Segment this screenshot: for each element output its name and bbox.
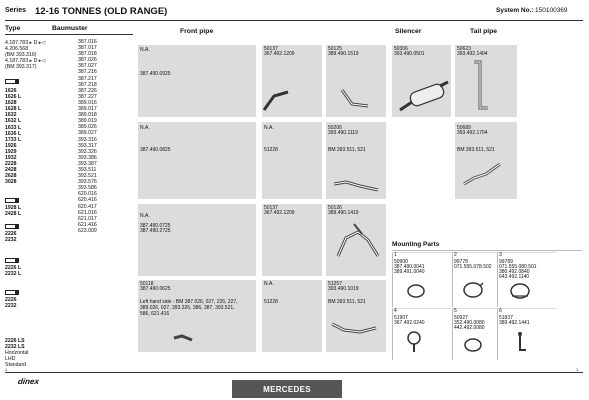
baumuster-item: 623.009 [78, 227, 97, 234]
baumuster-item: 387.026 [78, 57, 97, 64]
mp-ref: 352.490.0080 [454, 320, 485, 326]
baumuster-item: 389.017 [78, 106, 97, 113]
mp-ref: 380.492.0840 [499, 269, 530, 275]
baumuster-item: 387.017 [78, 45, 97, 52]
mp-number: 3 [499, 252, 502, 258]
type-model: 1929 [5, 148, 17, 155]
mp-ref: 442.492.0080 [454, 325, 485, 331]
type-model: 2232 [5, 303, 17, 310]
type-models-2 [5, 205, 21, 217]
baumuster-item: 393.317 [78, 142, 97, 149]
baumuster-item: 393.387 [78, 160, 97, 167]
mp-ref: 367.492.0240 [394, 320, 425, 326]
truck-icon [5, 198, 19, 203]
mp-ref: 071.555.078.502 [454, 264, 492, 270]
part-ref: 389.490.1519 [328, 51, 359, 57]
baumuster-item: 393.521 [78, 173, 97, 180]
part-note: 389.026, 027, 393.326, 386, 387, 393.521, [140, 305, 235, 311]
mounting-rule [392, 250, 582, 251]
type-models-4 [5, 265, 21, 277]
page-number-left: 1 [5, 367, 8, 372]
part-number: N.A. [264, 125, 274, 131]
baumuster-item: 387.016 [78, 39, 97, 45]
pipe-drawing-2 [338, 84, 372, 114]
part-number: 50125 [328, 46, 342, 52]
part-ref: 387.490.0825 [140, 147, 171, 153]
tail-pipe-drawing [466, 58, 496, 114]
part-note: Left hand side - BM 387.026, 027, 226, 227, [140, 299, 238, 305]
type-note: Standard [5, 362, 27, 369]
type-note: LHD [5, 356, 16, 363]
type-model: 2428 [5, 167, 17, 174]
type-model: 1636 L [5, 130, 22, 137]
part-bm: BM 393.511, 521 [457, 147, 495, 153]
type-model: 2232 LS [5, 344, 25, 351]
hanger-icon [512, 330, 532, 354]
type-line: 4.187.783 ▸ D ▸◁ [5, 40, 46, 46]
truck-icon [5, 290, 19, 295]
type-model: 1632 [5, 112, 17, 119]
type-model: 1633 L [5, 124, 22, 131]
baumuster-item: 387.227 [78, 93, 97, 100]
baumuster-item: 387.027 [78, 63, 97, 70]
cell-front-pipe-3 [138, 204, 256, 276]
type-model: 2226 [5, 297, 17, 303]
part-ref: 387.490.0925 [140, 71, 171, 77]
footer-rule [5, 372, 583, 373]
part-ref: 393.492.1704 [457, 130, 488, 136]
part-ref: 367.492.1209 [264, 51, 295, 57]
type-model: 2232 L [5, 271, 22, 278]
type-model: 3028 [5, 179, 17, 186]
mp-number: 5 [454, 308, 457, 314]
baumuster-list [78, 39, 97, 234]
clamp-icon [462, 281, 484, 299]
clamp-icon [508, 282, 532, 300]
truck-icon [5, 224, 19, 229]
part-ref: 393.490.0501 [394, 51, 425, 57]
side-note [0, 33, 1, 133]
type-header: Type [5, 25, 21, 32]
type-model: 1926 [5, 142, 17, 149]
baumuster-item: 621.416 [78, 221, 97, 228]
mp-ref: 387.490.0041 [394, 264, 425, 270]
part-bm: BM 393.511, 521 [328, 299, 366, 305]
type-model: 1733 L [5, 136, 22, 143]
cell-front-pipe-2 [138, 122, 256, 199]
baumuster-item: 389.018 [78, 112, 97, 119]
baumuster-item: 389.026 [78, 124, 97, 131]
system-label: System No.: [496, 7, 534, 14]
part-number: N.A. [264, 281, 274, 287]
type-model: 1928 L [5, 205, 22, 211]
mounting-title: Mounting Parts [392, 241, 440, 248]
silencer-header: Silencer [395, 28, 422, 35]
part-note: 586, 621.416 [140, 311, 170, 317]
type-model: 2226 L [5, 265, 22, 271]
type-line: (BM 393.316) [5, 52, 37, 59]
mp-number: 1 [394, 252, 397, 258]
truck-icon [5, 258, 19, 263]
clamp-icon [406, 283, 426, 299]
mp-number: 2 [454, 252, 457, 258]
mp-ref: 389.492.1441 [499, 320, 530, 326]
baumuster-item: 621.017 [78, 215, 97, 222]
baumuster-item: 387.217 [78, 75, 97, 82]
type-model: 2428 L [5, 211, 22, 218]
baumuster-item: 387.216 [78, 69, 97, 76]
truck-icon [5, 79, 19, 84]
cell-front-pipe-2b [262, 122, 322, 199]
part-label: N.A. [140, 47, 150, 53]
baumuster-item: 620.417 [78, 203, 97, 210]
tail-pipe-drawing-2 [460, 160, 504, 190]
page-number-right: 1 [576, 367, 579, 372]
mp-number: 6 [499, 308, 502, 314]
part-label: N.A. [140, 125, 150, 131]
part-ref: 393.490.1019 [328, 286, 359, 292]
mp-part-number: 51907 [394, 315, 408, 321]
mp-ref: 643.492.1140 [499, 274, 530, 280]
type-line: 4.206.568 [5, 46, 29, 53]
col-rule [5, 34, 133, 35]
part-number: 50118 [140, 281, 154, 287]
type-model: 2228 [5, 161, 17, 168]
dinex-logo: dinex [17, 377, 40, 386]
baumuster-item: 393.586 [78, 185, 97, 192]
part-ref: 393.492.1404 [457, 51, 488, 57]
part-ref: 389.490.1419 [328, 210, 359, 216]
part-ref: 387.490.2725 [140, 228, 171, 234]
type-line: 4.187.783 ▸ D ▸◁ [5, 58, 46, 65]
type-model: 2232 [5, 237, 17, 244]
mp-number: 4 [394, 308, 397, 314]
type-model: 2628 [5, 173, 17, 180]
baumuster-item: 393.326 [78, 148, 97, 155]
cell-front-pipe-4b [262, 280, 322, 352]
part-ref: 51228 [264, 147, 278, 153]
baumuster-item: 620.016 [78, 191, 97, 198]
pipe-drawing-3 [332, 176, 382, 196]
cell-front-pipe-1 [138, 45, 256, 117]
baumuster-item: 389.019 [78, 118, 97, 125]
type-models-3 [5, 231, 17, 243]
part-number: 50206 [328, 125, 342, 131]
part-number: 50689 [457, 125, 471, 131]
header-rule [5, 20, 583, 21]
baumuster-header: Baumuster [52, 25, 88, 32]
brand-banner: MERCEDES [232, 380, 342, 398]
baumuster-item: 393.386 [78, 154, 97, 161]
part-number: 50137 [264, 46, 278, 52]
baumuster-item: 393.576 [78, 179, 97, 186]
part-number: 50623 [457, 46, 471, 52]
part-number: 50126 [328, 205, 342, 211]
baumuster-item: 621.016 [78, 209, 97, 216]
part-number: 50137 [264, 205, 278, 211]
mp-part-number: 51837 [499, 315, 513, 321]
pipe-drawing-1 [260, 88, 294, 114]
type-footer [5, 338, 28, 368]
baumuster-item: 389.016 [78, 99, 97, 106]
part-ref: 387.490.0625 [140, 286, 171, 292]
type-model: 1628 L [5, 106, 22, 113]
baumuster-item: 387.018 [78, 51, 97, 58]
system-value: 150100369 [535, 7, 568, 14]
type-model: 2226 [5, 231, 17, 237]
baumuster-item: 620.416 [78, 197, 97, 204]
baumuster-item: 387.218 [78, 81, 97, 88]
part-number: 51257 [328, 281, 342, 287]
part-label: N.A. [140, 213, 150, 219]
series-label: Series [5, 7, 27, 14]
mp-part-number: 99778 [454, 259, 468, 265]
type-model: 1632 L [5, 118, 22, 125]
pipe-drawing-5 [172, 330, 196, 346]
part-bm: BM 393.511, 521 [328, 147, 366, 153]
baumuster-item: 393.511 [78, 166, 97, 173]
type-models-5 [5, 297, 17, 309]
type-model: 1932 [5, 155, 17, 162]
baumuster-item: 389.027 [78, 130, 97, 137]
pipe-drawing-6 [330, 318, 380, 338]
type-model: 2226 LS [5, 338, 25, 344]
tail-pipe-header: Tail pipe [470, 28, 498, 35]
silencer-drawing [398, 80, 450, 114]
series-value: 12-16 TONNES (OLD RANGE) [35, 6, 168, 17]
pipe-drawing-4 [334, 220, 384, 262]
mp-part-number: 99789 [499, 259, 513, 265]
type-line: (BM 393.317) [5, 64, 37, 71]
clamp-icon [462, 336, 484, 354]
mp-ref: 389.491.0040 [394, 269, 425, 275]
part-ref: 393.490.1119 [328, 130, 358, 136]
type-block [5, 40, 45, 70]
type-model: 1626 [5, 88, 17, 94]
type-note: Horizontal [5, 350, 29, 357]
part-ref: 387.490.0725 [140, 223, 171, 229]
type-model: 1626 L [5, 94, 22, 101]
front-pipe-header: Front pipe [180, 28, 214, 35]
mp-part-number: 50927 [454, 315, 468, 321]
part-ref: 367.492.1209 [264, 210, 295, 216]
baumuster-item: 393.316 [78, 136, 97, 143]
part-number: 50306 [394, 46, 408, 52]
mp-ref: 071.555.080.501 [499, 264, 537, 270]
clamp-icon [404, 330, 424, 354]
part-ref: 51228 [264, 299, 278, 305]
baumuster-item: 387.226 [78, 87, 97, 94]
type-models [5, 88, 21, 186]
mp-part-number: 50900 [394, 259, 408, 265]
type-model: 1628 [5, 100, 17, 107]
